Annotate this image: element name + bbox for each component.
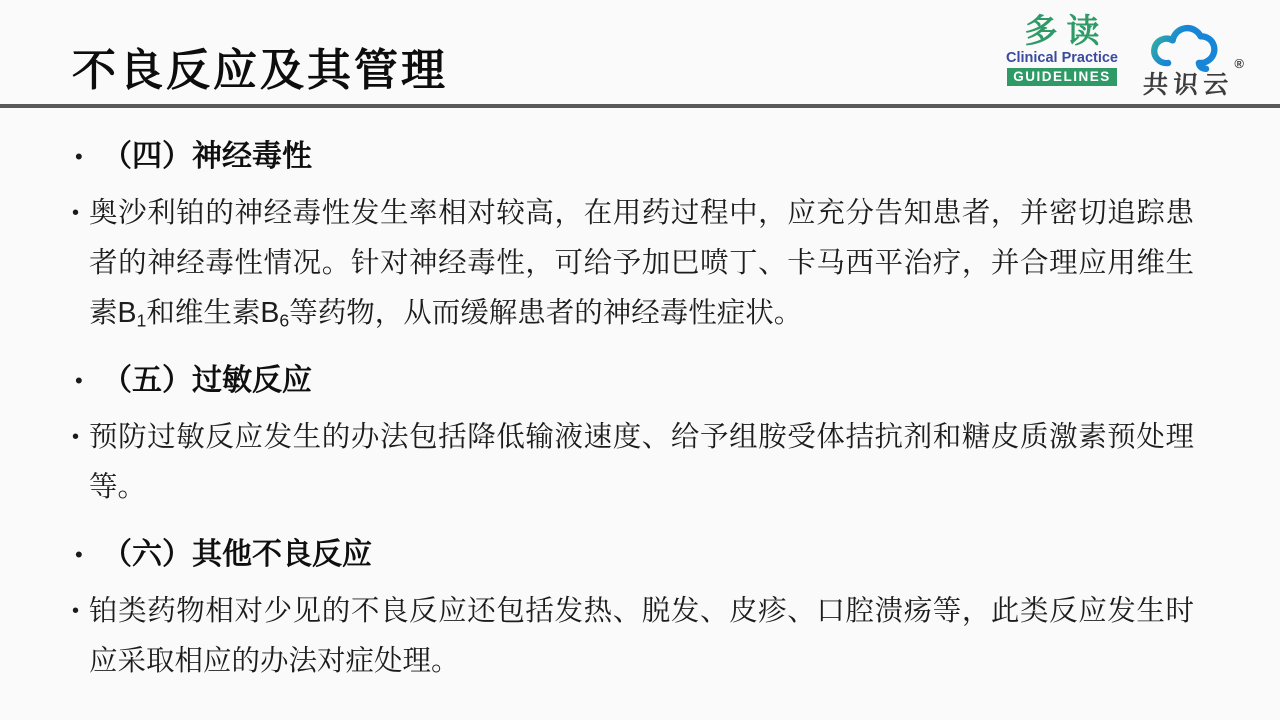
bullet-heading [72,532,1222,578]
bullet-marker: • [75,368,83,393]
duodu-logo-text: 多读 [1024,12,1109,49]
bullet-paragraph [72,412,1222,512]
bullet-paragraph [72,586,1222,686]
bullet-heading-text: （四）神经毒性 [102,140,312,173]
bullet-marker: • [72,600,80,622]
clinical-practice-label: Clinical Practice [1005,49,1118,66]
gongshiyun-logo [1140,16,1244,99]
bullet-paragraph-text: 铂类药物相对少见的不良反应还包括发热、脱发、皮疹、口腔溃疡等，此类反应发生时应采取相应的办法对症处理。 [89,595,1194,677]
bullet-paragraph-text: 奥沙利铂的神经毒性发生率相对较高，在用药过程中，应充分告知患者，并密切追踪患者的神经毒性情况。针对神经毒性，可给予加巴喷丁、卡马西平治疗，并合理应用维生素$B_1$和维生素$B_6$等药物，从而缓解患者的神经毒性症状。 [89,197,1194,331]
bullet-marker: • [75,542,83,567]
bullet-paragraph [72,188,1222,338]
bullet-marker: • [72,426,80,448]
duodu-guidelines-logo [1006,14,1118,86]
registered-trademark-symbol: ® [1234,56,1244,71]
guidelines-badge: GUIDELINES [1007,68,1117,86]
bullet-heading [72,134,1222,180]
bullet-heading-text: （六）其他不良反应 [102,538,372,571]
title-divider-line [0,104,1280,108]
bullet-marker: • [72,202,80,224]
bullet-list [72,134,1222,694]
logo-area [1005,12,1244,99]
bullet-paragraph-text: 预防过敏反应发生的办法包括降低输液速度、给予组胺受体拮抗剂和糖皮质激素预处理等。 [89,421,1194,503]
bullet-marker: • [75,144,83,169]
bullet-heading-text: （五）过敏反应 [102,364,312,397]
slide-header [0,0,1280,106]
cloud-icon [1140,16,1236,72]
gongshiyun-logo-text: 共识云 [1142,71,1235,99]
bullet-heading [72,358,1222,404]
page-title: 不良反应及其管理 [72,46,448,95]
